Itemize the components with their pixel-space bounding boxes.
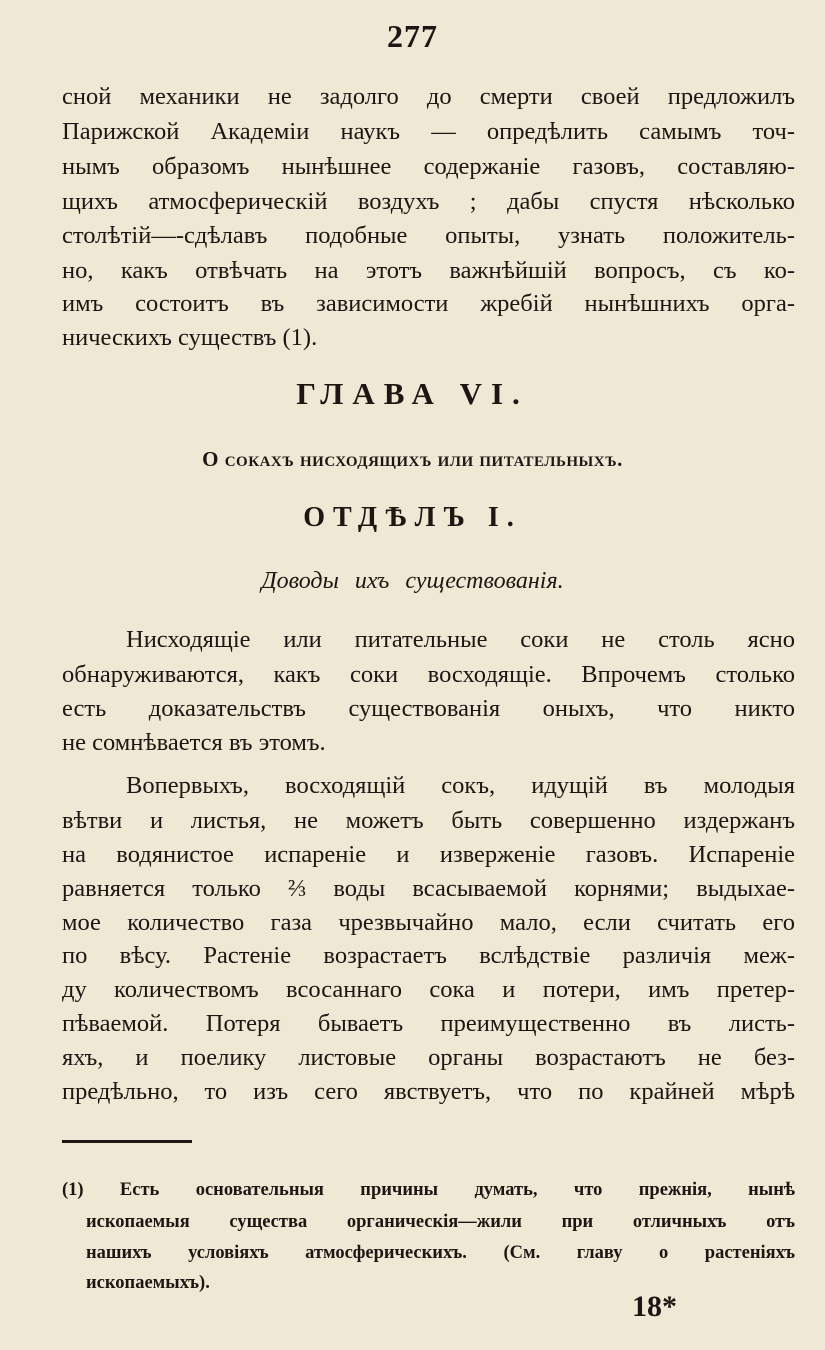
footnote-line: нашихъ условіяхъ атмосферическихъ. (См. главу о растеніяхъ <box>86 1243 795 1263</box>
text-line: пѣваемой. Потеря бываетъ преимущественно въ листь- <box>62 1010 795 1037</box>
chapter-subtitle: О сокахъ нисходящихъ или питательныхъ. <box>202 447 623 471</box>
footnote-line: ископаемыхъ). <box>86 1273 210 1293</box>
text-line: предѣльно, то изъ сего явствуетъ, что по крайней мѣрѣ <box>62 1078 795 1105</box>
section-subtitle: Доводы ихъ существованія. <box>261 568 564 594</box>
text-line: по вѣсу. Растеніе возрастаетъ вслѣдствіе различія меж- <box>62 942 795 969</box>
footnote-line: (1) Есть основательныя причины думать, что прежнія, нынѣ <box>62 1180 795 1200</box>
text-line: есть доказательствъ существованія оныхъ, что никто <box>62 695 795 722</box>
text-line: Нисходящіе или питательные соки не столь ясно <box>126 626 795 653</box>
footnote-line: ископаемыя существа органическія—жили при отличныхъ отъ <box>86 1212 795 1232</box>
text-line: имъ состоитъ въ зависимости жребій нынѣшнихъ орга- <box>62 290 795 317</box>
text-line: равняется только ⅔ воды всасываемой корнями; выдыхае- <box>62 875 795 902</box>
text-line: на водянистое испареніе и изверженіе газовъ. Испареніе <box>62 841 795 868</box>
text-line: ду количествомъ всосаннаго сока и потери, имъ претер- <box>62 976 795 1003</box>
text-line: яхъ, и поелику листовые органы возрастаютъ не без- <box>62 1044 795 1071</box>
section-heading: ОТДѢЛЪ I. <box>303 502 522 533</box>
text-line: ническихъ существъ (1). <box>62 324 318 351</box>
text-line: Вопервыхъ, восходящій сокъ, идущій въ молодыя <box>126 772 795 799</box>
text-line: но, какъ отвѣчать на этотъ важнѣйшій вопросъ, съ ко- <box>62 257 795 284</box>
signature-mark: 18* <box>632 1290 677 1323</box>
text-line: не сомнѣвается въ этомъ. <box>62 729 326 756</box>
page-number: 277 <box>387 18 438 54</box>
text-line: столѣтій—-сдѣлавъ подобные опыты, узнать положитель- <box>62 222 795 249</box>
text-line: нымъ образомъ нынѣшнее содержаніе газовъ, составляю- <box>62 153 795 180</box>
text-line: вѣтви и листья, не можетъ быть совершенно издержанъ <box>62 807 795 834</box>
footnote-rule <box>62 1140 192 1143</box>
text-line: Парижской Академіи наукъ — опредѣлить самымъ точ- <box>62 118 795 145</box>
text-line: мое количество газа чрезвычайно мало, если считать его <box>62 909 795 936</box>
text-line: обнаруживаются, какъ соки восходящіе. Впрочемъ столько <box>62 661 795 688</box>
text-line: сной механики не задолго до смерти своей предложилъ <box>62 83 795 110</box>
text-line: щихъ атмосферическій воздухъ ; дабы спустя нѣсколько <box>62 188 795 215</box>
chapter-heading: ГЛАВА VI. <box>296 376 529 411</box>
